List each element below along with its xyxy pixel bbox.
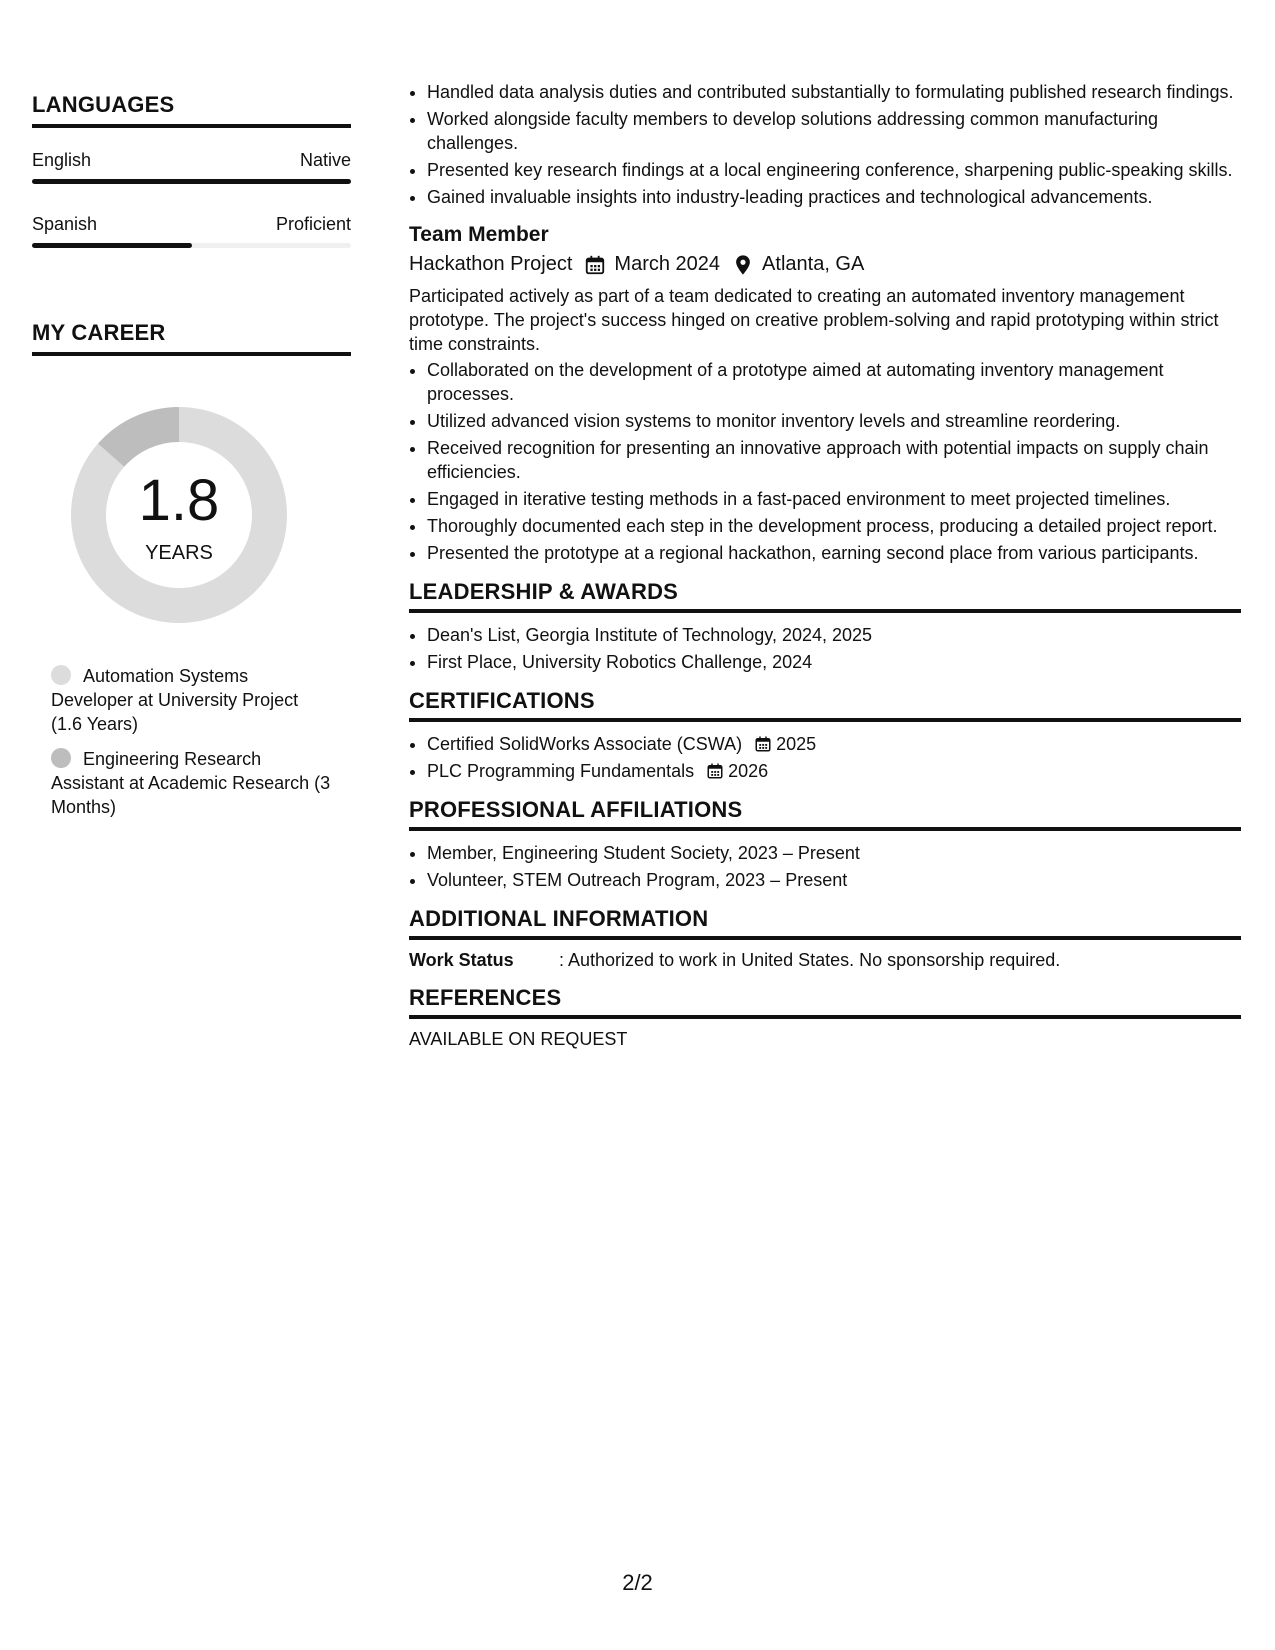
career-legend	[32, 664, 351, 819]
calendar-icon	[754, 735, 772, 753]
list-item: • Gained invaluable insights into industry-leading practices and technological advancements.	[427, 185, 1241, 209]
references-text: AVAILABLE ON REQUEST	[409, 1029, 628, 1049]
language-item-english	[32, 150, 351, 184]
section-rule	[409, 936, 1241, 940]
left-column	[32, 92, 351, 819]
career-heading: MY CAREER	[32, 320, 166, 345]
affiliations-list	[409, 841, 1241, 892]
affiliations-heading: PROFESSIONAL AFFILIATIONS	[409, 797, 743, 822]
work-status-row	[409, 950, 1241, 971]
career-donut-chart	[64, 400, 294, 630]
job-date: March 2024	[614, 253, 721, 275]
list-item: • Collaborated on the development of a prototype aimed at automating inventory management processes.	[427, 358, 1241, 406]
language-proficiency-bar	[32, 179, 351, 184]
section-rule	[409, 827, 1241, 831]
career-total-unit: YEARS	[145, 542, 213, 564]
work-status-label: Work Status	[409, 950, 514, 970]
language-level: Native	[299, 150, 351, 170]
map-pin-icon	[732, 254, 754, 276]
list-item: • Thoroughly documented each step in the development process, producing a detailed project report.	[427, 514, 1241, 538]
certifications-list	[409, 732, 1241, 783]
list-item: • Received recognition for presenting an innovative approach with potential impacts on supply chain efficiencies.	[427, 436, 1241, 484]
leadership-heading: LEADERSHIP & AWARDS	[409, 579, 679, 604]
job-title: Team Member	[409, 223, 549, 246]
job-meta	[409, 253, 1241, 276]
career-legend-item	[51, 747, 331, 819]
list-item: • Handled data analysis duties and contributed substantially to formulating published research findings.	[427, 80, 1241, 104]
language-proficiency-fill	[32, 179, 351, 184]
languages-rule	[32, 124, 351, 128]
language-name: Spanish	[32, 214, 98, 234]
page-number: 2/2	[622, 1570, 653, 1595]
certifications-section	[409, 688, 1241, 783]
legend-dot-icon	[51, 748, 71, 768]
language-proficiency-fill	[32, 243, 192, 248]
additional-info-section	[409, 906, 1241, 971]
list-item: • Presented key research findings at a local engineering conference, sharpening public-speaking skills.	[427, 158, 1241, 182]
references-section	[409, 985, 1241, 1050]
career-section	[32, 320, 351, 819]
language-proficiency-bar	[32, 243, 351, 248]
job-location: Atlanta, GA	[762, 253, 865, 275]
section-rule	[409, 718, 1241, 722]
additional-info-heading: ADDITIONAL INFORMATION	[409, 906, 709, 931]
list-item	[427, 759, 1241, 783]
section-rule	[409, 609, 1241, 613]
calendar-icon	[706, 762, 724, 780]
language-level: Proficient	[275, 214, 351, 234]
career-legend-item	[51, 664, 331, 736]
list-item: • Volunteer, STEM Outreach Program, 2023 – Present	[427, 868, 1241, 892]
job-entry	[409, 223, 1241, 565]
affiliations-section	[409, 797, 1241, 892]
legend-dot-icon	[51, 665, 71, 685]
language-item-spanish	[32, 214, 351, 248]
list-item: • First Place, University Robotics Challenge, 2024	[427, 650, 1241, 674]
certifications-heading: CERTIFICATIONS	[409, 688, 595, 713]
certification-name: Certified SolidWorks Associate (CSWA)	[427, 734, 743, 754]
section-rule	[409, 1015, 1241, 1019]
career-legend-text: Automation Systems Developer at University Project (1.6 Years)	[51, 666, 299, 734]
leadership-list	[409, 623, 1241, 674]
list-item: • Worked alongside faculty members to develop solutions addressing common manufacturing challenges.	[427, 107, 1241, 155]
languages-section	[32, 92, 351, 248]
list-item: • Presented the prototype at a regional hackathon, earning second place from various participants.	[427, 541, 1241, 565]
job-description: Participated actively as part of a team dedicated to creating an automated inventory management prototype. The project's success hinged on creative problem-solving and rapid prototyping within strict time constraints.	[409, 286, 1219, 354]
work-status-value: : Authorized to work in United States. No sponsorship required.	[559, 950, 1061, 970]
job-organization: Hackathon Project	[409, 253, 573, 275]
leadership-section	[409, 579, 1241, 674]
list-item: • Member, Engineering Student Society, 2023 – Present	[427, 841, 1241, 865]
list-item: • Dean's List, Georgia Institute of Technology, 2024, 2025	[427, 623, 1241, 647]
language-name: English	[32, 150, 92, 170]
career-total-value: 1.8	[138, 468, 220, 533]
certification-name: PLC Programming Fundamentals	[427, 761, 695, 781]
certification-year: 2025	[776, 734, 817, 754]
references-heading: REFERENCES	[409, 985, 562, 1010]
job-bullet-list	[409, 358, 1241, 565]
research-bullet-list	[409, 80, 1241, 209]
list-item	[427, 732, 1241, 756]
list-item: • Engaged in iterative testing methods in a fast-paced environment to meet projected timelines.	[427, 487, 1241, 511]
right-column	[409, 80, 1241, 1050]
career-legend-text: Engineering Research Assistant at Academic Research (3 Months)	[51, 749, 331, 817]
languages-heading: LANGUAGES	[32, 92, 175, 117]
calendar-icon	[584, 254, 606, 276]
list-item: • Utilized advanced vision systems to monitor inventory levels and streamline reordering.	[427, 409, 1241, 433]
certification-year: 2026	[728, 761, 769, 781]
career-rule	[32, 352, 351, 356]
